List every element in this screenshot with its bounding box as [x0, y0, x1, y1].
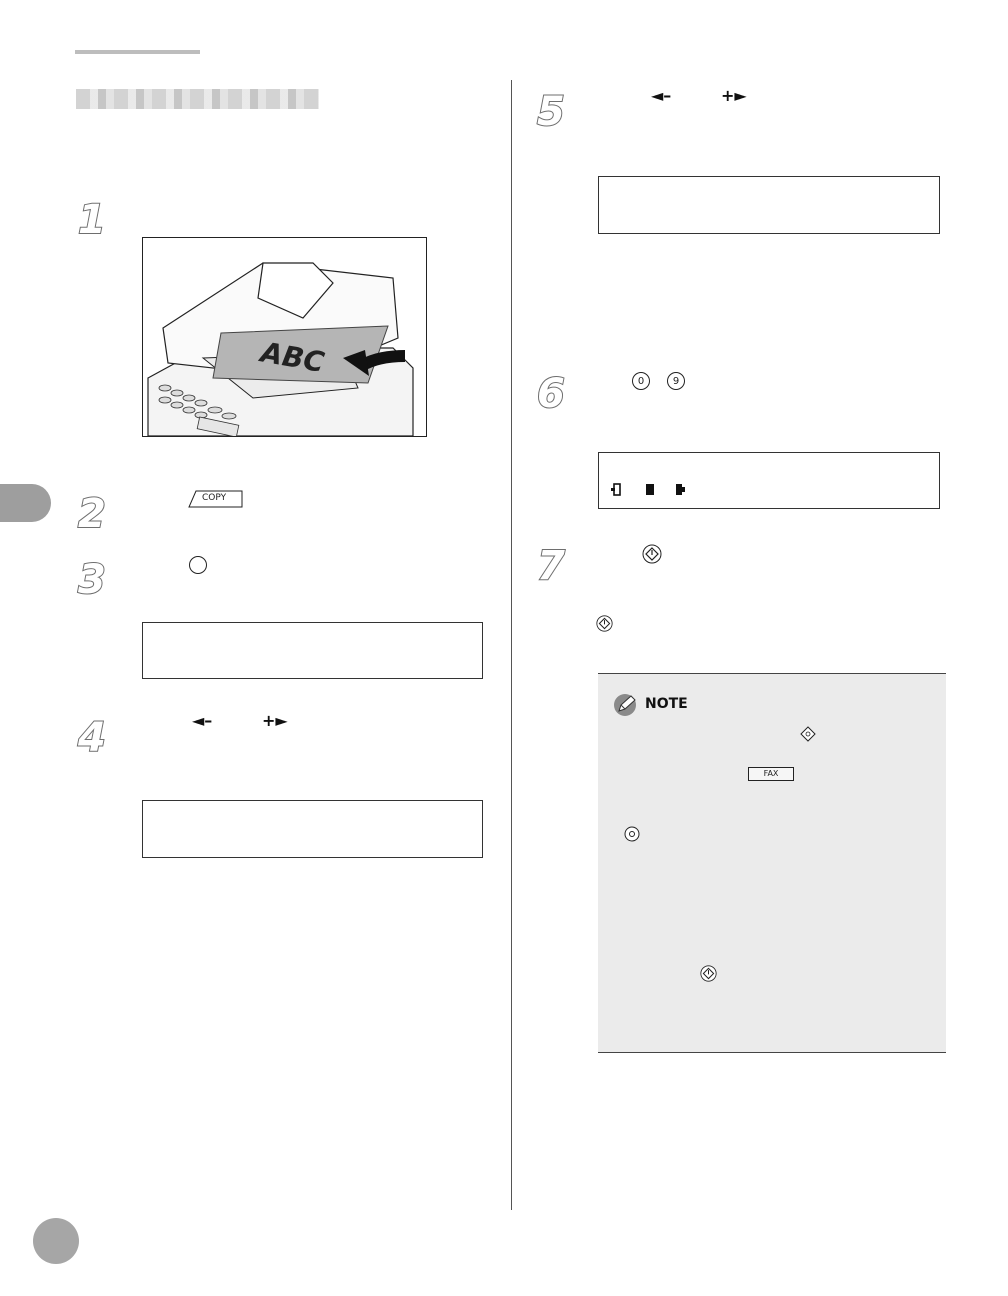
stop-reset-key-icon[interactable]: [800, 726, 816, 747]
plus-key-icon[interactable]: +►: [721, 86, 747, 105]
step-number-3: 3: [78, 557, 106, 603]
start-icon: [596, 615, 613, 632]
density-dark-icon: [676, 484, 685, 495]
lcd-display-step5: [598, 176, 940, 234]
header-rule: [75, 50, 200, 54]
minus-key-icon[interactable]: ◄–: [651, 86, 672, 105]
fax-key-label: FAX: [763, 769, 779, 778]
step-number-5: 5: [537, 89, 565, 135]
step-number-6: 6: [537, 371, 565, 417]
fax-key[interactable]: [748, 767, 794, 781]
lcd-display-step4: [142, 800, 483, 858]
copy-key[interactable]: [188, 490, 243, 508]
lcd-display-step6: [598, 452, 940, 509]
step-number-7: 7: [537, 543, 565, 589]
lcd-display-step3: [142, 622, 483, 679]
machine-drawing: [143, 238, 426, 436]
chapter-tab: [0, 484, 51, 522]
column-divider: [511, 80, 512, 1210]
paper-text: ABC: [258, 335, 327, 380]
stop-icon: [624, 826, 640, 842]
density-light-icon: [611, 484, 620, 495]
density-medium-icon: [646, 484, 654, 495]
step-number-1: 1: [78, 197, 106, 243]
density-indicators: [611, 483, 691, 497]
start-key-icon-small: [596, 615, 613, 637]
numeric-key-9[interactable]: 9: [667, 372, 685, 390]
start-key-icon-note[interactable]: [700, 965, 717, 987]
page-number-badge: [33, 1218, 79, 1264]
start-icon: [700, 965, 717, 982]
adf-illustration: [142, 237, 427, 437]
start-key-icon[interactable]: [642, 544, 662, 569]
plus-key-icon[interactable]: +►: [262, 711, 288, 730]
note-pencil-icon: [613, 693, 641, 722]
start-icon: [642, 544, 662, 564]
stop-reset-icon: [800, 726, 816, 742]
note-box: [598, 673, 946, 1053]
step-number-4: 4: [78, 715, 106, 761]
note-label: NOTE: [645, 696, 688, 712]
function-key-icon[interactable]: [189, 556, 207, 574]
stop-key-icon[interactable]: [624, 826, 640, 847]
minus-key-icon[interactable]: ◄–: [192, 711, 213, 730]
numeric-key-0[interactable]: 0: [632, 372, 650, 390]
step-number-2: 2: [78, 491, 106, 537]
copy-key-label: COPY: [202, 493, 227, 503]
section-title-bar: [76, 89, 319, 109]
